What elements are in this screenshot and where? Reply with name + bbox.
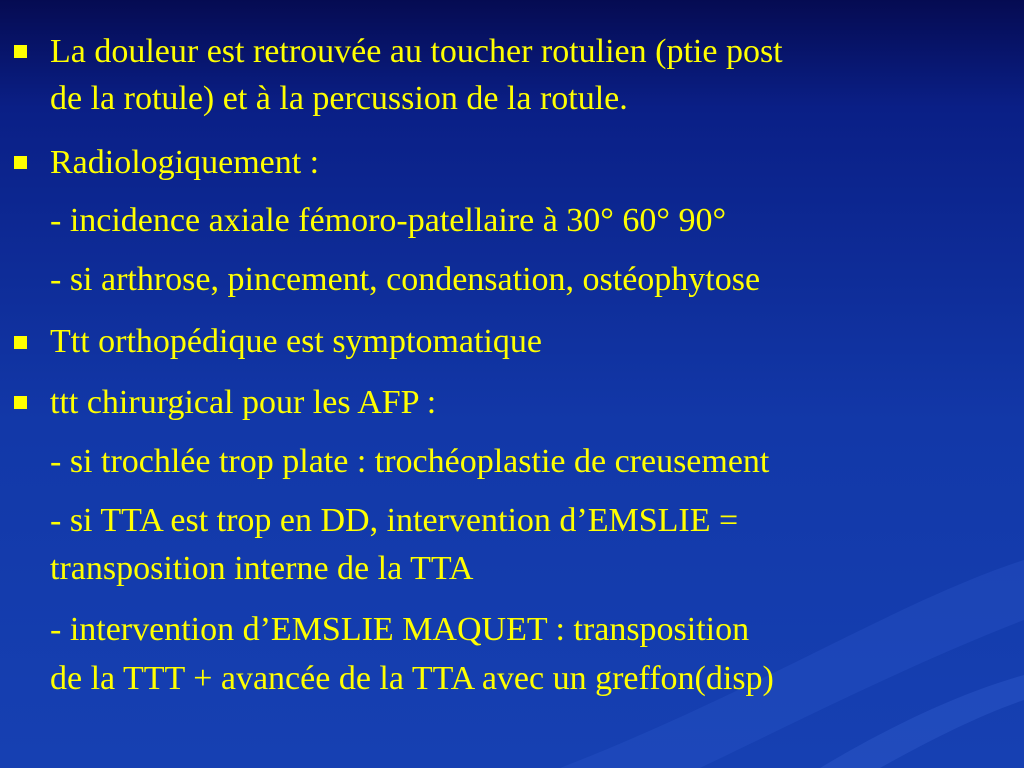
bullet-square-icon <box>14 156 27 169</box>
sub-item-line: transposition interne de la TTA <box>50 550 474 587</box>
sub-item-line: - incidence axiale fémoro-patellaire à 30° 60° 90° <box>50 202 727 239</box>
sub-item-line: de la TTT + avancée de la TTA avec un greffon(disp) <box>50 660 774 697</box>
bullet-square-icon <box>14 396 27 409</box>
sub-item-line: - si trochlée trop plate : trochéoplastie de creusement <box>50 443 770 480</box>
sub-item-line: - si arthrose, pincement, condensation, ostéophytose <box>50 261 761 298</box>
sub-item-line: - intervention d’EMSLIE MAQUET : transposition <box>50 611 750 648</box>
bullet-square-icon <box>14 45 27 58</box>
bullet-square-icon <box>14 336 27 349</box>
bullet-text-line: ttt chirurgical pour les AFP : <box>50 384 437 421</box>
sub-item-line: - si TTA est trop en DD, intervention d’EMSLIE = <box>50 502 739 539</box>
bullet-text-line: Ttt orthopédique est symptomatique <box>50 323 542 360</box>
bullet-text-line: Radiologiquement : <box>50 144 320 181</box>
bullet-text-line: La douleur est retrouvée au toucher rotulien (ptie post <box>50 33 783 70</box>
bullet-text-line: de la rotule) et à la percussion de la rotule. <box>50 80 628 117</box>
